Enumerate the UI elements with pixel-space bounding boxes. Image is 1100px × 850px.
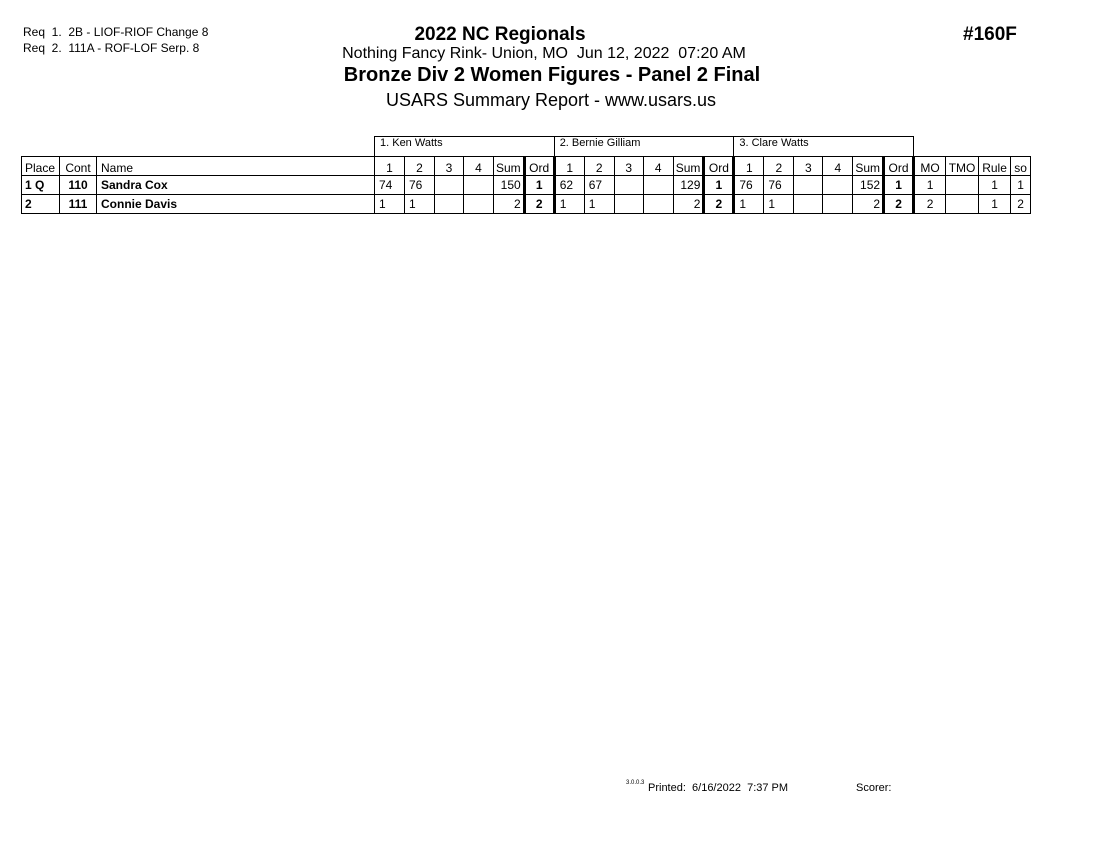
table-row [22, 195, 1031, 214]
row-j2-score-3 [614, 195, 643, 214]
printed-timestamp: Printed: 6/16/2022 7:37 PM [648, 782, 789, 794]
row-j3-ord: 2 [884, 195, 914, 214]
row-cont: 111 [60, 195, 97, 214]
event-number: #160F [963, 24, 1017, 45]
requirement-2: Req 2. 111A - ROF-LOF Serp. 8 [23, 41, 200, 55]
col-j2-score-4: 4 [643, 157, 673, 176]
row-j2-score-1: 62 [554, 176, 584, 195]
row-j2-score-3 [614, 176, 643, 195]
col-j2-sum: Sum [673, 157, 704, 176]
row-j2-score-1: 1 [554, 195, 584, 214]
row-j1-score-3 [435, 176, 464, 195]
row-j1-score-1: 1 [375, 195, 405, 214]
col-so: so [1011, 157, 1031, 176]
judge-3-name: 3. Clare Watts [734, 137, 914, 157]
row-j3-score-2: 76 [764, 176, 794, 195]
row-tmo [946, 195, 979, 214]
row-j1-ord: 1 [524, 176, 554, 195]
report-line: USARS Summary Report - www.usars.us [385, 90, 717, 110]
judge-1-name: 1. Ken Watts [375, 137, 555, 157]
col-j2-score-2: 2 [584, 157, 614, 176]
row-so: 1 [1011, 176, 1031, 195]
judge-row-spacer-right [914, 137, 1031, 157]
row-j2-score-4 [643, 195, 673, 214]
row-j1-score-4 [464, 195, 494, 214]
row-j3-ord: 1 [884, 176, 914, 195]
row-j3-score-1: 1 [734, 195, 764, 214]
row-j3-score-3 [794, 195, 823, 214]
row-j2-ord: 2 [704, 195, 734, 214]
row-rule: 1 [979, 176, 1011, 195]
row-j2-score-2: 67 [584, 176, 614, 195]
col-j3-score-4: 4 [823, 157, 853, 176]
row-name: Sandra Cox [97, 176, 375, 195]
col-j3-score-1: 1 [734, 157, 764, 176]
row-j2-score-2: 1 [584, 195, 614, 214]
row-j1-ord: 2 [524, 195, 554, 214]
row-j3-score-2: 1 [764, 195, 794, 214]
row-place: 2 [22, 195, 60, 214]
row-j2-score-4 [643, 176, 673, 195]
col-j2-score-1: 1 [554, 157, 584, 176]
row-name: Connie Davis [97, 195, 375, 214]
requirement-1: Req 1. 2B - LIOF-RIOF Change 8 [23, 25, 209, 39]
version-code: 3.0.0.3 [626, 780, 645, 786]
page-title: 2022 NC Regionals [414, 24, 586, 45]
col-mo: MO [914, 157, 946, 176]
table-row [22, 176, 1031, 195]
row-mo: 2 [914, 195, 946, 214]
row-cont: 110 [60, 176, 97, 195]
col-j1-score-4: 4 [464, 157, 494, 176]
row-j2-ord: 1 [704, 176, 734, 195]
col-j3-ord: Ord [884, 157, 914, 176]
row-j1-score-1: 74 [375, 176, 405, 195]
event-name: Bronze Div 2 Women Figures - Panel 2 Final [343, 64, 761, 86]
col-j3-sum: Sum [853, 157, 884, 176]
row-tmo [946, 176, 979, 195]
row-j1-sum: 2 [494, 195, 525, 214]
row-j2-sum: 129 [673, 176, 704, 195]
col-j2-score-3: 3 [614, 157, 643, 176]
row-place: 1 Q [22, 176, 60, 195]
col-place: Place [22, 157, 60, 176]
row-j1-score-4 [464, 176, 494, 195]
row-rule: 1 [979, 195, 1011, 214]
row-j3-score-3 [794, 176, 823, 195]
col-j1-ord: Ord [524, 157, 554, 176]
judge-row-spacer [22, 137, 375, 157]
col-tmo: TMO [946, 157, 979, 176]
row-j1-score-2: 76 [405, 176, 435, 195]
row-j3-score-4 [823, 195, 853, 214]
judge-header-row [22, 137, 1031, 157]
row-j1-sum: 150 [494, 176, 525, 195]
col-rule: Rule [979, 157, 1011, 176]
results-table [21, 136, 1031, 214]
row-j1-score-2: 1 [405, 195, 435, 214]
row-j3-sum: 2 [853, 195, 884, 214]
venue-line: Nothing Fancy Rink- Union, MO Jun 12, 2022 07:20 AM [342, 45, 746, 62]
row-so: 2 [1011, 195, 1031, 214]
col-j2-ord: Ord [704, 157, 734, 176]
judge-2-name: 2. Bernie Gilliam [554, 137, 734, 157]
col-name: Name [97, 157, 375, 176]
row-j2-sum: 2 [673, 195, 704, 214]
col-j1-score-3: 3 [435, 157, 464, 176]
column-header-row [22, 157, 1031, 176]
row-j3-score-4 [823, 176, 853, 195]
col-j1-sum: Sum [494, 157, 525, 176]
col-j3-score-3: 3 [794, 157, 823, 176]
row-j1-score-3 [435, 195, 464, 214]
row-j3-score-1: 76 [734, 176, 764, 195]
col-j1-score-2: 2 [405, 157, 435, 176]
col-j3-score-2: 2 [764, 157, 794, 176]
scorer-label: Scorer: [856, 782, 892, 794]
col-j1-score-1: 1 [375, 157, 405, 176]
row-j3-sum: 152 [853, 176, 884, 195]
row-mo: 1 [914, 176, 946, 195]
col-cont: Cont [60, 157, 97, 176]
